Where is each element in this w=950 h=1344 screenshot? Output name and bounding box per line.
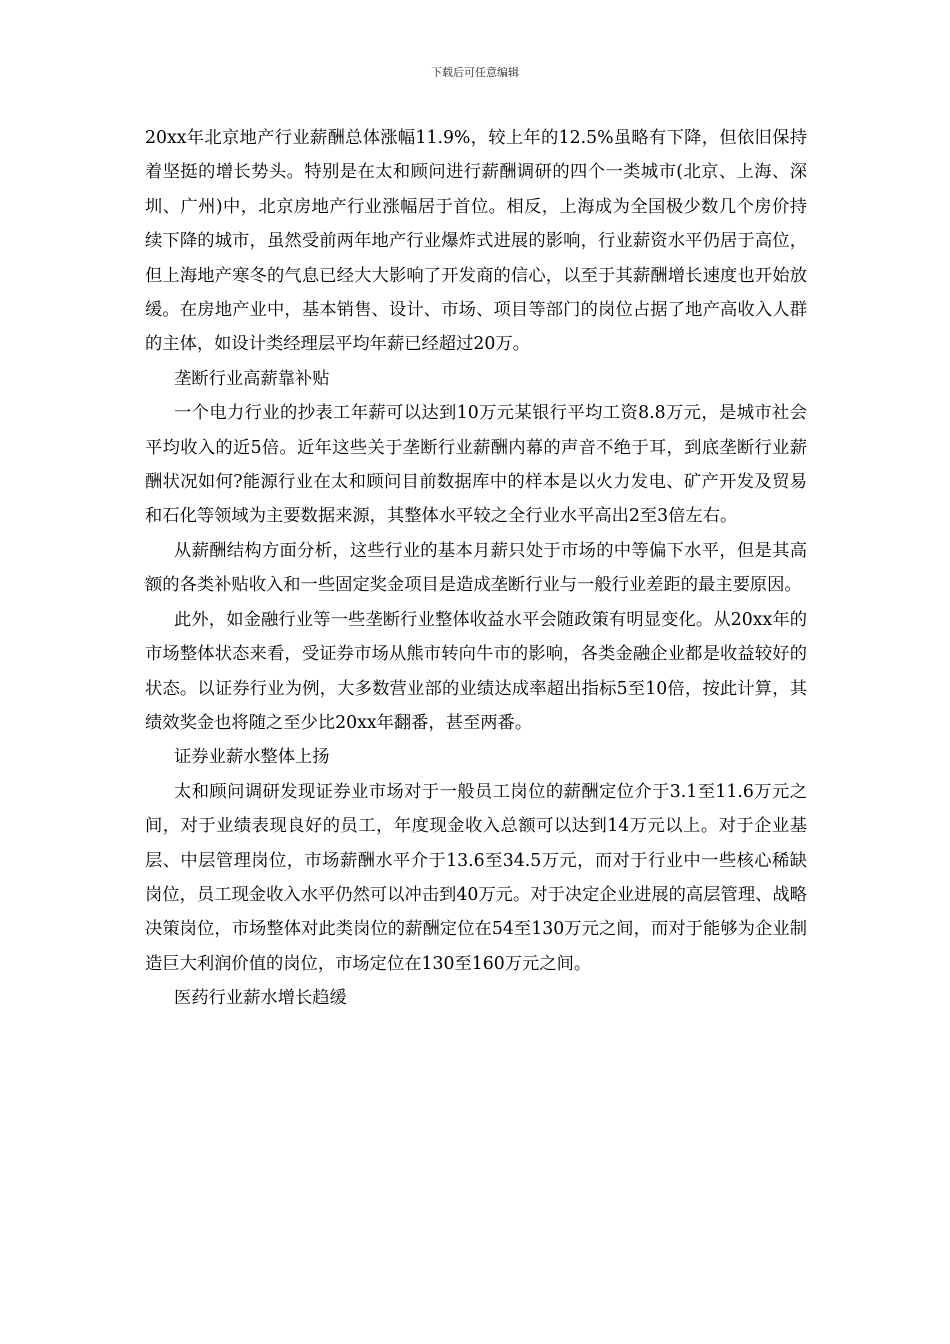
paragraph-monopoly-salary: 一个电力行业的抄表工年薪可以达到10万元某银行平均工资8.8万元，是城市社会平均收入的近5倍。近年这些关于垄断行业薪酬内幕的声音不绝于耳，到底垄断行业薪酬状况如何?能源行业在太和顾问目前数据库中的样本是以火力发电、矿产开发及贸易和石化等领域为主要数据来源，其整体水平较之全行业水平高出2至3倍左右。: [145, 403, 807, 527]
section-heading-securities: 证券业薪水整体上扬: [174, 747, 330, 768]
page-header: 下载后可任意编辑: [431, 66, 519, 79]
section-heading-pharma: 医药行业薪水增长趋缓: [174, 988, 347, 1009]
paragraph-securities-salary: 太和顾问调研发现证券业市场对于一般员工岗位的薪酬定位介于3.1至11.6万元之间，对于业绩表现良好的员工，年度现金收入总额可以达到14万元以上。对于企业基层、中层管理岗位，市场薪酬水平介于13.6至34.5万元，而对于行业中一些核心稀缺岗位，员工现金收入水平仍然可以冲击到40万元。对于决定企业进展的高层管理、战略决策岗位，市场整体对此类岗位的薪酬定位在54至130万元之间，而对于能够为企业制造巨大利润价值的岗位，市场定位在130至160万元之间。: [145, 781, 807, 974]
paragraph-beijing-real-estate: 20xx年北京地产行业薪酬总体涨幅11.9%，较上年的12.5%虽略有下降，但依旧保持着坚挺的增长势头。特别是在太和顾问进行薪酬调研的四个一类城市(北京、上海、深圳、广州)中，北京房地产行业涨幅居于首位。相反，上海成为全国极少数几个房价持续下降的城市，虽然受前两年地产行业爆炸式进展的影响，行业薪资水平仍居于高位，但上海地产寒冬的气息已经大大影响了开发商的信心，以至于其薪酬增长速度也开始放缓。在房地产业中，基本销售、设计、市场、项目等部门的岗位占据了地产高收入人群的主体，如设计类经理层平均年薪已经超过20万。: [145, 128, 807, 355]
paragraph-salary-structure: 从薪酬结构方面分析，这些行业的基本月薪只处于市场的中等偏下水平，但是其高额的各类补贴收入和一些固定奖金项目是造成垄断行业与一般行业差距的最主要原因。: [145, 540, 807, 596]
paragraph-finance-industry: 此外，如金融行业等一些垄断行业整体收益水平会随政策有明显变化。从20xx年的市场整体状态来看，受证券市场从熊市转向牛市的影响，各类金融企业都是收益较好的状态。以证券行业为例，大多数营业部的业绩达成率超出指标5至10倍，按此计算，其绩效奖金也将随之至少比20xx年翻番，甚至两番。: [145, 609, 807, 733]
section-heading-monopoly: 垄断行业高薪靠补贴: [174, 368, 330, 389]
document-body: [145, 121, 807, 1016]
